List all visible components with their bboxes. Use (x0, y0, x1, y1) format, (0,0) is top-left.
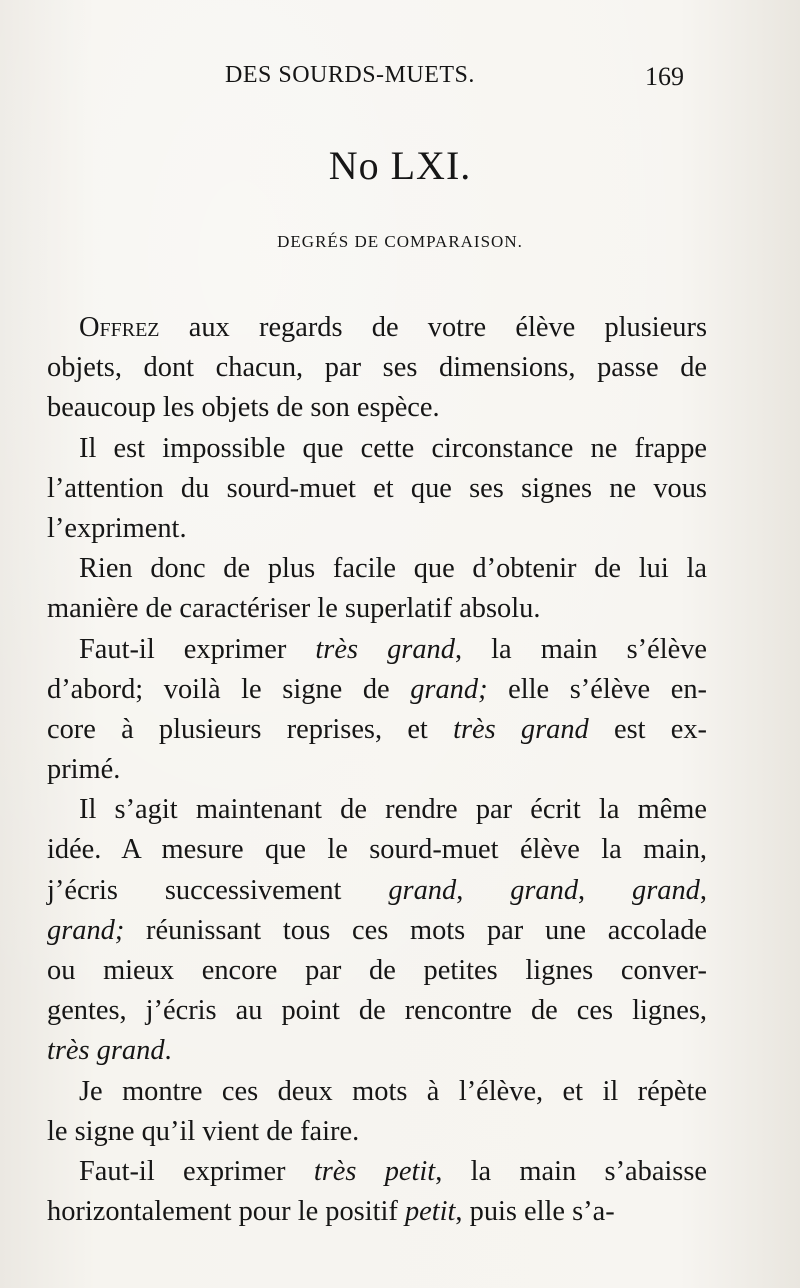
text-run: manière de caractériser le superlatif absolu. (47, 593, 541, 625)
text-run: , la main s’élève (454, 633, 708, 665)
text-run: Rien donc de plus facile que d’obtenir de lui la (79, 553, 707, 585)
text-run: objets, dont chacun, par ses dimensions, passe de (47, 352, 707, 384)
paragraph (47, 1152, 707, 1232)
text-run: le signe qu’il vient de faire. (47, 1115, 360, 1147)
text-line (47, 911, 707, 951)
paragraph (47, 1072, 707, 1152)
text-line (47, 1072, 707, 1112)
text-line (47, 1112, 707, 1152)
text-line (47, 670, 707, 710)
text-line (47, 991, 707, 1031)
text-line (47, 630, 707, 670)
italic-text: grand (510, 874, 579, 906)
text-run: core à plusieurs reprises, et (47, 713, 454, 745)
italic-text: grand (388, 874, 457, 906)
text-run: est ex- (588, 713, 708, 745)
text-run: , puis elle s’a- (455, 1196, 615, 1228)
running-head: DES SOURDS-MUETS. (225, 62, 475, 88)
text-line (47, 790, 707, 830)
text-run: , (456, 874, 511, 906)
paragraph (47, 630, 707, 791)
text-line (47, 710, 707, 750)
text-run: Faut-il exprimer (79, 633, 316, 665)
italic-text: grand; (47, 914, 125, 946)
paragraph (47, 549, 707, 629)
text-line (47, 549, 707, 589)
italic-text: très petit (313, 1155, 436, 1187)
text-run: l’expriment. (47, 512, 187, 544)
italic-text: grand; (410, 673, 488, 705)
text-run: beaucoup les objets de son espèce. (47, 392, 440, 424)
paragraph (47, 308, 707, 429)
text-run: ou mieux encore par de petites lignes conver- (47, 955, 707, 986)
text-run: Faut-il exprimer (79, 1155, 314, 1187)
text-line (47, 308, 707, 348)
text-run: réunissant tous ces mots par une accolade (124, 914, 707, 946)
text-line (47, 871, 707, 911)
text-run: j’écris successivement (47, 874, 389, 906)
italic-text: très grand (47, 1035, 165, 1067)
page-number: 169 (645, 62, 684, 91)
text-run: horizontalement pour le positif (47, 1196, 405, 1228)
text-run: gentes, j’écris au point de rencontre de ces lignes, (47, 995, 707, 1027)
text-run: aux regards de votre élève plusieurs (159, 312, 707, 343)
text-run: Il s’agit maintenant de rendre par écrit la même (79, 794, 707, 826)
text-run: , la main s’abaisse (435, 1155, 708, 1187)
section-title: DEGRÉS DE COMPARAISON. (277, 232, 523, 251)
text-run: idée. A mesure que le sourd-muet élève la main, (47, 834, 707, 866)
text-line (47, 830, 707, 870)
text-line (47, 1031, 707, 1071)
text-run: . (164, 1035, 172, 1067)
text-run: Il est impossible que cette circonstance ne frappe (79, 432, 707, 464)
body-text (47, 308, 707, 1232)
text-line (47, 1192, 707, 1232)
text-line (47, 509, 707, 549)
paragraph (47, 790, 707, 1071)
text-line (47, 589, 707, 629)
text-run: l’attention du sourd-muet et que ses signes ne vous (47, 472, 707, 504)
text-run: primé. (47, 754, 121, 786)
text-run: , (699, 874, 707, 906)
text-line (47, 750, 707, 790)
text-run: Je montre ces deux mots à l’élève, et il répète (79, 1075, 707, 1107)
italic-text: petit (404, 1196, 456, 1228)
paragraph (47, 429, 707, 550)
text-run: , (578, 874, 633, 906)
text-run: elle s’élève en- (487, 673, 707, 705)
text-line (47, 469, 707, 509)
text-line (47, 429, 707, 469)
text-line (47, 951, 707, 991)
page-header (0, 62, 800, 94)
italic-text: très grand (315, 633, 455, 665)
italic-text: très grand (453, 713, 589, 745)
text-run: d’abord; voilà le signe de (47, 673, 411, 705)
text-line (47, 1152, 707, 1192)
italic-text: grand (632, 874, 700, 906)
text-line (47, 388, 707, 428)
small-caps-text: Offrez (79, 312, 160, 343)
text-line (47, 348, 707, 388)
section-number: No LXI. (328, 143, 472, 188)
